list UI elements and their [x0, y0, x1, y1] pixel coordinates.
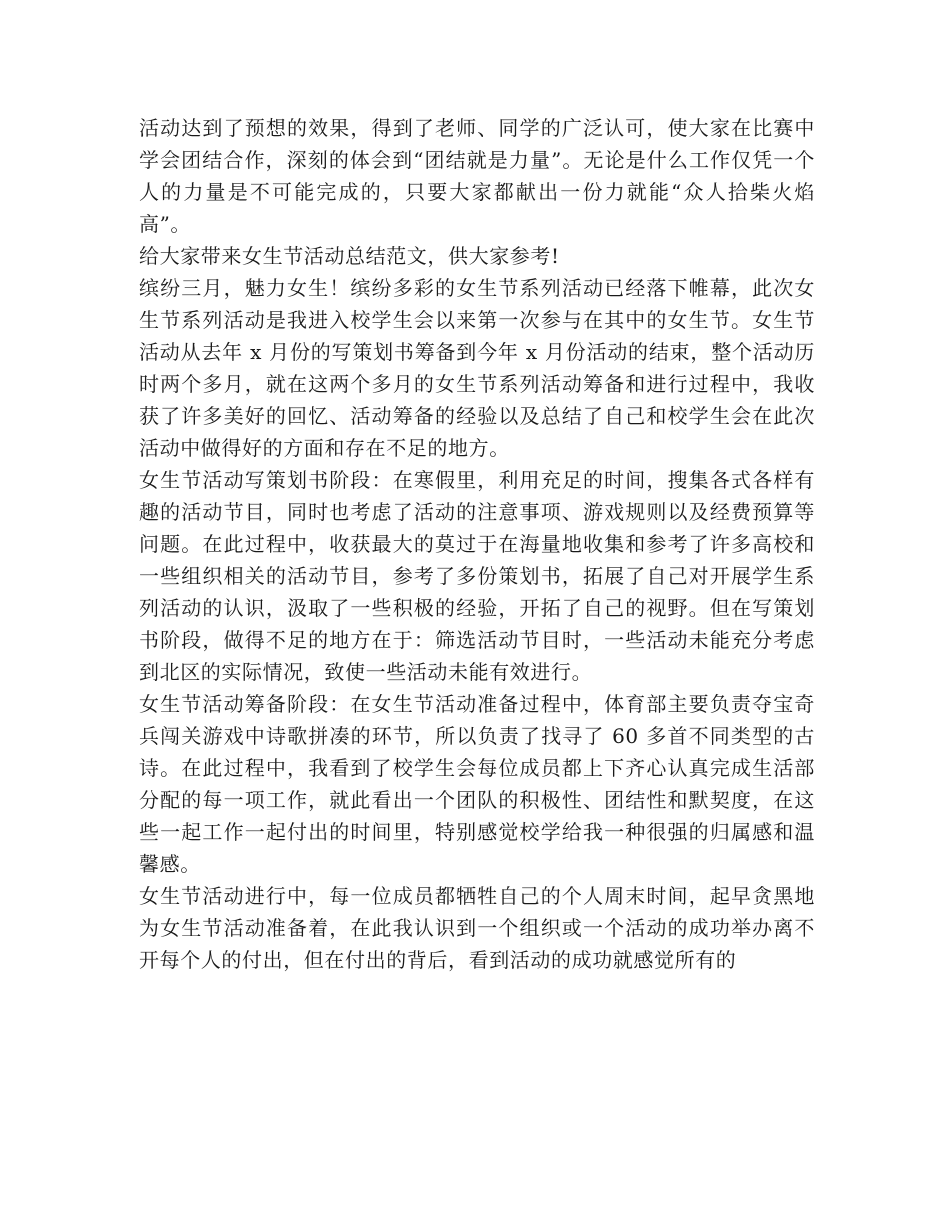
- paragraph-5: 女生节活动筹备阶段：在女生节活动准备过程中，体育部主要负责夺宝奇兵闯关游戏中诗歌拼凑的环节，所以负责了找寻了 60 多首不同类型的古诗。在此过程中，我看到了校学生会每位成员都上下齐心认真完成生活部分配的每一项工作，就此看出一个团队的积极性、团结性和默契度，在这些一起工作一起付出的时间里，特别感觉校学给我一种很强的归属感和温馨感。: [139, 692, 815, 876]
- paragraph-1: 活动达到了预想的效果，得到了老师、同学的广泛认可，使大家在比赛中学会团结合作，深刻的体会到“团结就是力量”。无论是什么工作仅凭一个人的力量是不可能完成的，只要大家都献出一份力就能“众人拾柴火焰高”。: [139, 116, 815, 236]
- paragraph-6: 女生节活动进行中，每一位成员都牺牲自己的个人周末时间，起早贪黑地为女生节活动准备着，在此我认识到一个组织或一个活动的成功举办离不开每个人的付出，但在付出的背后，看到活动的成功就感觉所有的: [139, 884, 815, 972]
- paragraph-3: 缤纷三月，魅力女生！缤纷多彩的女生节系列活动已经落下帷幕，此次女生节系列活动是我进入校学生会以来第一次参与在其中的女生节。女生节活动从去年 x 月份的写策划书筹备到今年 x 月份活动的结束，整个活动历时两个多月，就在这两个多月的女生节系列活动筹备和进行过程中，我收获了许多美好的回忆、活动筹备的经验以及总结了自己和校学生会在此次活动中做得好的方面和存在不足的地方。: [139, 276, 815, 460]
- paragraph-4: 女生节活动写策划书阶段：在寒假里，利用充足的时间，搜集各式各样有趣的活动节目，同时也考虑了活动的注意事项、游戏规则以及经费预算等问题。在此过程中，收获最大的莫过于在海量地收集和参考了许多高校和一些组织相关的活动节目，参考了多份策划书，拓展了自己对开展学生系列活动的认识，汲取了一些积极的经验，开拓了自己的视野。但在写策划书阶段，做得不足的地方在于：筛选活动节目时，一些活动未能充分考虑到北区的实际情况，致使一些活动未能有效进行。: [139, 468, 815, 684]
- paragraph-2: 给大家带来女生节活动总结范文，供大家参考!: [139, 244, 560, 268]
- document-body: [139, 112, 815, 976]
